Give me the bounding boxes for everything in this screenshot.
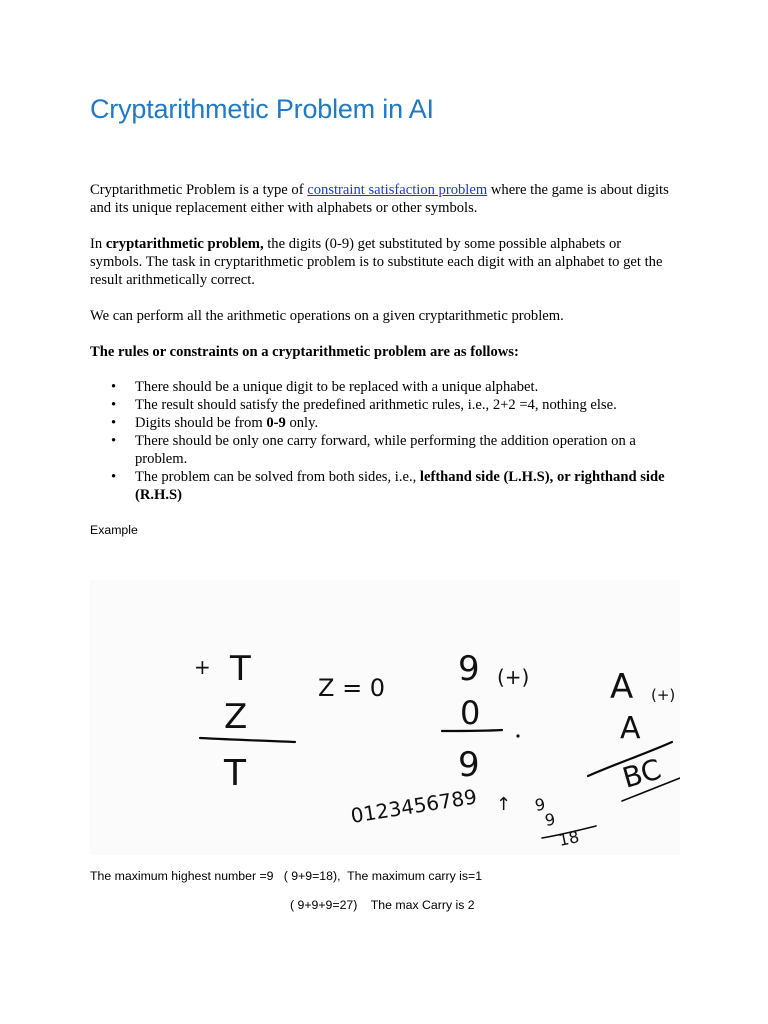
definition-rest: the digits (0-9) get substituted by some possible alphabets or symbols. The task in cryptarithmetic problem is to substitute each digit with an alphabet to get the result arithmetically correct. — [90, 236, 663, 288]
letter-a-top: A — [610, 667, 634, 707]
letter-t-top: T — [230, 649, 251, 689]
intro-text-start: Cryptarithmetic Problem is a type of — [90, 182, 308, 198]
digits-zero-to-nine: 0123456789 — [349, 784, 479, 828]
list-item — [90, 396, 670, 414]
rule-bold: 0-9 — [266, 415, 286, 431]
rule-text-start: The problem can be solved from both sides, i.e., — [135, 469, 420, 485]
ink-dot — [516, 734, 519, 737]
operations-paragraph: We can perform all the arithmetic operations on a given cryptarithmetic problem. — [90, 308, 564, 324]
list-item — [90, 432, 670, 468]
letters-bc: BC — [618, 752, 665, 795]
rules-heading: The rules or constraints on a cryptarithmetic problem are as follows: — [90, 344, 519, 360]
rule-text-end: only. — [285, 415, 319, 431]
letter-z: Z — [224, 697, 248, 737]
constraint-satisfaction-link[interactable]: constraint satisfaction problem — [307, 182, 488, 198]
intro-paragraph — [90, 181, 670, 217]
sum-line-2 — [442, 730, 502, 731]
max-carry-line-1: The maximum highest number =9 ( 9+9=18), The maximum carry is=1 — [90, 869, 483, 883]
letter-a-middle: A — [620, 711, 641, 746]
rule-text: The result should satisfy the predefined arithmetic rules, i.e., 2+2 =4, nothing else. — [135, 397, 617, 413]
plus-in-parens: (+) — [497, 665, 530, 689]
max-carry-line-2: ( 9+9+9=27) The max Carry is 2 — [290, 898, 475, 912]
list-item — [90, 378, 670, 396]
a-plus-in-parens: (+) — [651, 686, 676, 704]
handwritten-example-image — [90, 580, 680, 855]
rules-list — [90, 378, 670, 504]
plus-sign: + — [194, 655, 211, 679]
rule-text-start: Digits should be from — [135, 415, 267, 431]
list-item — [90, 414, 670, 432]
up-arrow-mark: ↑ — [496, 794, 512, 815]
digit-zero: 0 — [460, 694, 481, 732]
definition-lead: In — [90, 236, 106, 252]
small-nine-a: 9 — [533, 794, 547, 815]
z-equals-zero: Z = 0 — [318, 674, 386, 702]
definition-paragraph — [90, 235, 670, 289]
sum-line-1 — [200, 738, 295, 742]
letter-t-result: T — [224, 753, 246, 794]
list-item — [90, 468, 670, 504]
page-title: Cryptarithmetic Problem in AI — [90, 94, 434, 124]
handwritten-sketch — [90, 580, 680, 855]
eighteen: 18 — [556, 827, 581, 850]
digit-nine-top: 9 — [458, 649, 480, 689]
example-label: Example — [90, 523, 138, 537]
rule-bold: lefthand side (L.H.S), or righthand side (R.H.S) — [135, 469, 665, 503]
digit-nine-result: 9 — [458, 745, 480, 785]
rule-text: There should be a unique digit to be replaced with a unique alphabet. — [135, 379, 539, 395]
small-nine-b: 9 — [543, 809, 557, 830]
intro-text-end: where the game is about digits and its unique replacement either with alphabets or other symbols. — [90, 182, 669, 216]
rule-text: There should be only one carry forward, while performing the addition operation on a problem. — [135, 433, 636, 467]
definition-bold-term: cryptarithmetic problem, — [105, 236, 264, 252]
